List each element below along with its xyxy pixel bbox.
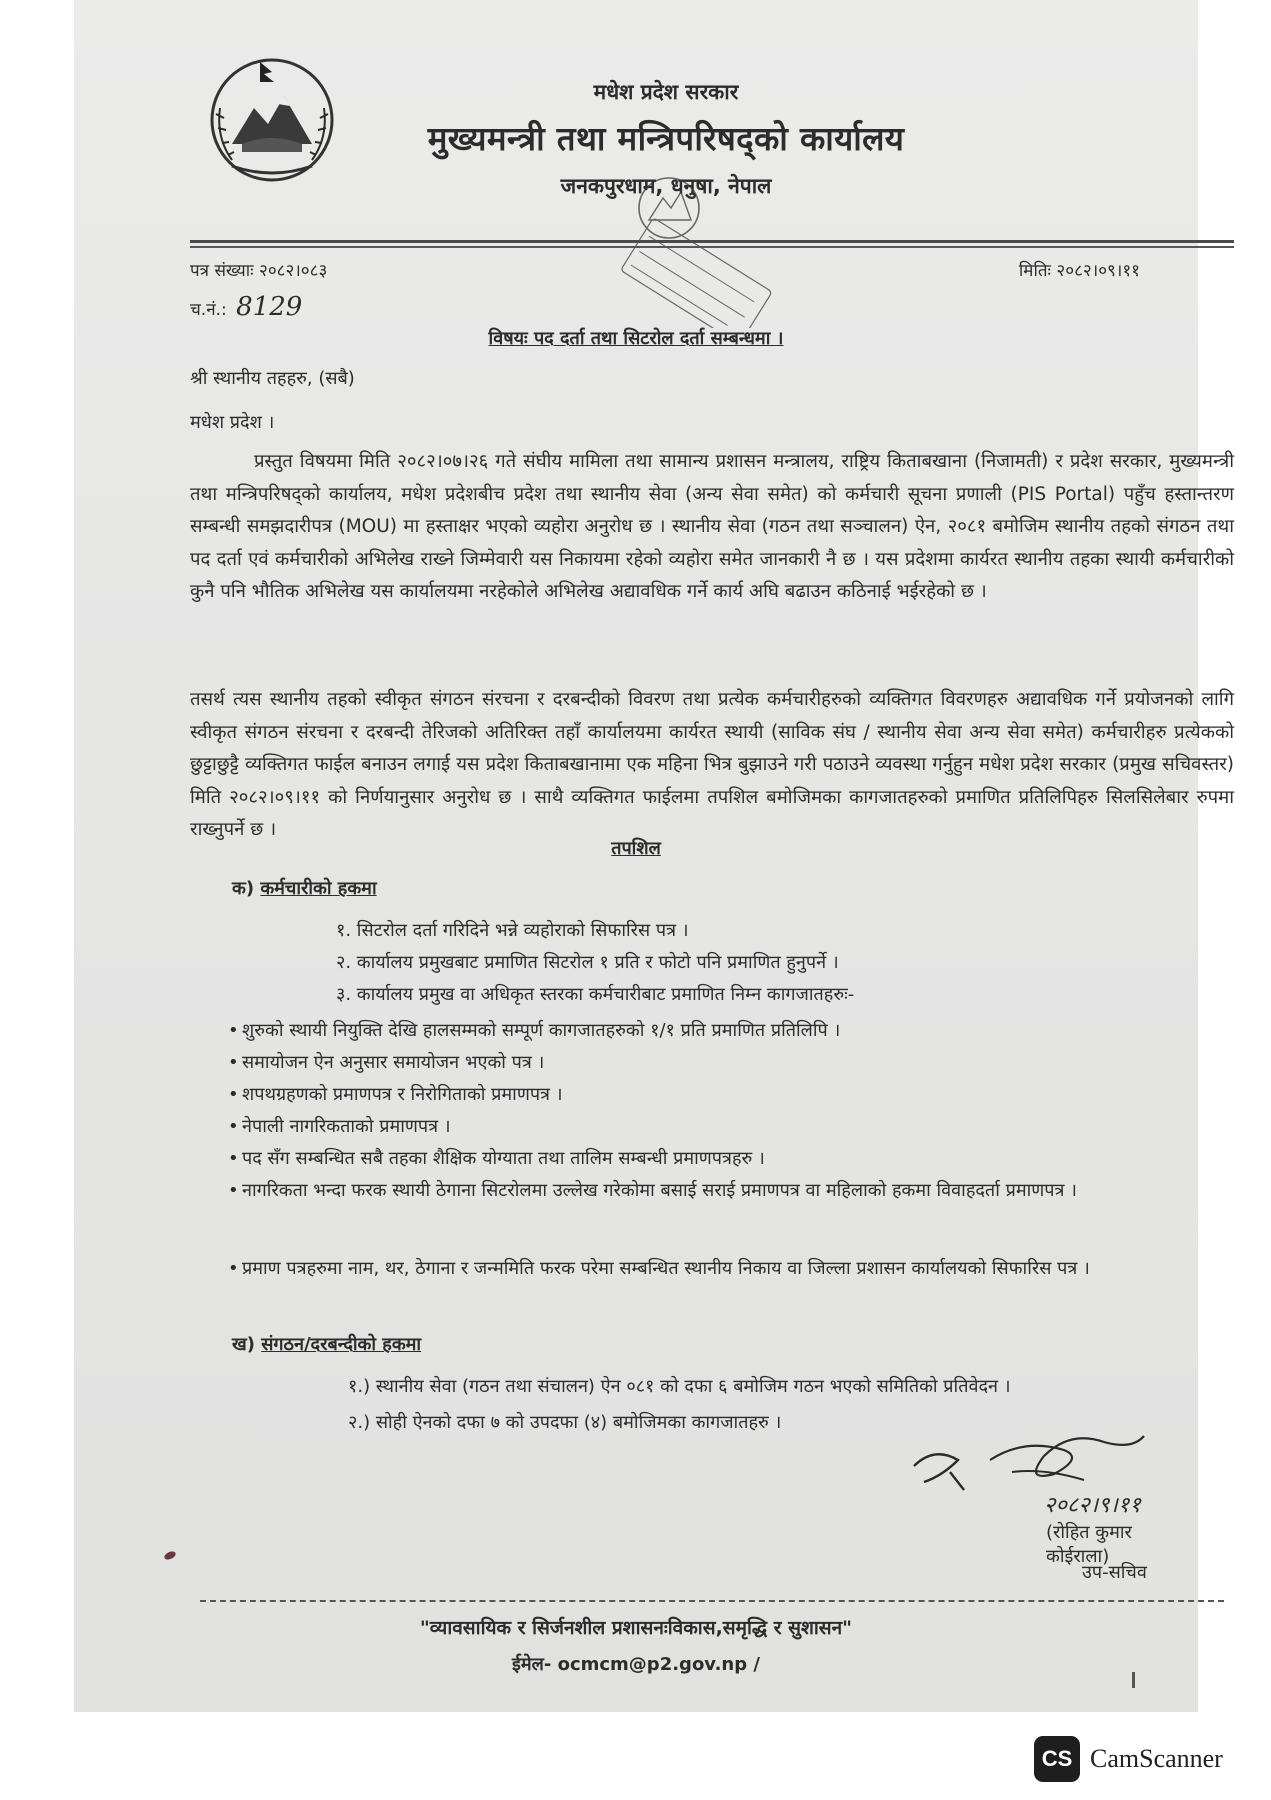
camscanner-logo-icon: CS bbox=[1034, 1736, 1080, 1782]
body-paragraph-2: तसर्थ त्यस स्थानीय तहको स्वीकृत संगठन संरचना र दरबन्दीको विवरण तथा प्रत्येक कर्मचारीहरुको व्यक्तिगत विवरणहरु अद्यावधिक गर्ने प्रयोजनको लागि स्वीकृत संगठन संरचना र दरबन्दी तेरिजको अतिरिक्त तहाँ कार्यालयमा कार्यरत स्थायी (साविक संघ / स्थानीय सेवा अन्य सेवा समेत) कर्मचारीहरु प्रत्येकको छुट्टाछुट्टै व्यक्तिगत फाईल बनाउन लगाई यस प्रदेश किताबखानामा एक महिना भित्र बुझाउने गरी पठाउने व्यवस्था गर्नुहुन मधेश प्रदेश सरकार (प्रमुख सचिवस्तर) मिति २०८२।०९।११ को निर्णयानुसार अनुरोध छ । साथै व्यक्तिगत फाईलमा तपशिल बमोजिमका कागजातहरुको प्रमाणित प्रतिलिपिहरु सिलसिलेबार रुपमा राख्नुपर्ने छ । bbox=[190, 689, 1234, 841]
section-a-item-2: २. कार्यालय प्रमुखबाट प्रमाणित सिटरोल १ प्रति र फोटो पनि प्रमाणित हुनुपर्ने । bbox=[336, 952, 839, 973]
letter-subject bbox=[74, 326, 1198, 350]
footer-email: ईमेल- ocmcm@p2.gov.np / bbox=[512, 1654, 760, 1675]
pen-mark bbox=[1132, 1672, 1135, 1688]
letter-reference bbox=[190, 258, 327, 281]
bullet-item: • शुरुको स्थायी नियुक्ति देखि हालसम्मको सम्पूर्ण कागजातहरुको १/१ प्रति प्रमाणित प्रतिलिपि । bbox=[228, 1020, 841, 1041]
section-a-title: कर्मचारीको हकमा bbox=[260, 878, 377, 899]
section-b-prefix: ख) bbox=[232, 1334, 255, 1355]
section-a-heading bbox=[232, 876, 377, 900]
section-a-prefix: क) bbox=[232, 878, 255, 899]
header-rule-thin bbox=[190, 246, 1234, 248]
bullet-item: • शपथग्रहणको प्रमाणपत्र र निरोगिताको प्रमाणपत्र । bbox=[228, 1084, 563, 1105]
office-seal-stamp bbox=[609, 168, 789, 328]
government-name: मधेश प्रदेश सरकार bbox=[593, 80, 739, 104]
dispatch-label: च.नं.: bbox=[190, 300, 227, 320]
bullet-text: नेपाली नागरिकताको प्रमाणपत्र । bbox=[242, 1116, 451, 1137]
bullet-text: समायोजन ऐन अनुसार समायोजन भएको पत्र । bbox=[242, 1052, 545, 1073]
date-value: २०८२।०९।११ bbox=[1056, 261, 1140, 281]
section-a-item-3: ३. कार्यालय प्रमुख वा अधिकृत स्तरका कर्मचारीबाट प्रमाणित निम्न कागजातहरुः- bbox=[336, 984, 855, 1005]
camscanner-label: CamScanner bbox=[1090, 1744, 1223, 1773]
bullet-text: प्रमाण पत्रहरुमा नाम, थर, ठेगाना र जन्ममिति फरक परेमा सम्बन्धित स्थानीय निकाय वा जिल्ला प्रशासन कार्यालयको सिफारिस पत्र । bbox=[242, 1258, 1090, 1279]
bullet-item: • समायोजन ऐन अनुसार समायोजन भएको पत्र । bbox=[228, 1052, 545, 1073]
signatory-name: (रोहित कुमार कोईराला) bbox=[1046, 1522, 1132, 1567]
ref-label: पत्र संख्याः bbox=[190, 261, 254, 281]
office-address: जनकपुरधाम, धनुषा, नेपाल bbox=[560, 174, 772, 198]
bullet-item: • पद सँग सम्बन्धित सबै तहका शैक्षिक योग्याता तथा तालिम सम्बन्धी प्रमाणपत्रहरु । bbox=[228, 1148, 765, 1169]
footer-divider bbox=[200, 1600, 1224, 1602]
bullet-text: पद सँग सम्बन्धित सबै तहका शैक्षिक योग्याता तथा तालिम सम्बन्धी प्रमाणपत्रहरु । bbox=[242, 1148, 765, 1169]
subject-text: विषयः पद दर्ता तथा सिटरोल दर्ता सम्बन्धमा । bbox=[488, 328, 784, 349]
bullet-item: • नेपाली नागरिकताको प्रमाणपत्र । bbox=[228, 1116, 451, 1137]
recipient-line-1: श्री स्थानीय तहहरु, (सबै) bbox=[190, 368, 355, 389]
section-b-heading bbox=[232, 1332, 421, 1356]
ref-value: २०८२।०८३ bbox=[258, 261, 328, 281]
recipient-line-2: मधेश प्रदेश । bbox=[190, 412, 275, 433]
section-b-item-2: २.) सोही ऐनको दफा ७ को उपदफा (४) बमोजिमका कागजातहरु । bbox=[348, 1412, 782, 1433]
section-b-title: संगठन/दरबन्दीको हकमा bbox=[261, 1334, 422, 1355]
bullet-item: • प्रमाण पत्रहरुमा नाम, थर, ठेगाना र जन्ममिति फरक परेमा सम्बन्धित स्थानीय निकाय वा जिल्ला प्रशासन कार्यालयको सिफारिस पत्र । bbox=[228, 1258, 1090, 1279]
body-paragraph-1: प्रस्तुत विषयमा मिति २०८२।०७।२६ गते संघीय मामिला तथा सामान्य प्रशासन मन्त्रालय, राष्ट्रिय किताबखाना (निजामती) र प्रदेश सरकार, मुख्यमन्त्री तथा मन्त्रिपरिषद्को कार्यालय, मधेश प्रदेशबीच प्रदेश तथा स्थानीय सेवा (अन्य सेवा समेत) को कर्मचारी सूचना प्रणाली (PIS Portal) पहुँच हस्तान्तरण सम्बन्धी समझदारीपत्र (MOU) मा हस्ताक्षर भएको व्यहोरा अनुरोध छ । स्थानीय सेवा (गठन तथा सञ्चालन) ऐन, २०८१ बमोजिम स्थानीय तहको संगठन तथा पद दर्ता एवं कर्मचारीको अभिलेख राख्ने जिम्मेवारी यस निकायमा रहेको व्यहोरा समेत जानकारी नै छ । यस प्रदेशमा कार्यरत स्थानीय तहका स्थायी कर्मचारीको कुनै पनि भौतिक अभिलेख यस कार्यालयमा नरहेकोले अभिलेख अद्यावधिक गर्ने कार्य अघि बढाउन कठिनाई भईरहेको छ । bbox=[190, 451, 1234, 603]
section-b-item-1: १.) स्थानीय सेवा (गठन तथा संचालन) ऐन ०८१ को दफा ६ बमोजिम गठन भएको समितिको प्रतिवेदन । bbox=[348, 1376, 1011, 1397]
dispatch-value: 8129 bbox=[236, 292, 303, 322]
ink-stain bbox=[163, 1550, 177, 1561]
signatory-title: उप-सचिव bbox=[1082, 1562, 1147, 1583]
details-heading: तपशिल bbox=[611, 838, 661, 859]
office-name: मुख्यमन्त्री तथा मन्त्रिपरिषद्को कार्यालय bbox=[427, 119, 905, 158]
letter-date bbox=[1019, 258, 1140, 281]
section-a-item-1: १. सिटरोल दर्ता गरिदिने भन्ने व्यहोराको सिफारिस पत्र । bbox=[336, 920, 689, 941]
handwritten-signature bbox=[894, 1420, 1214, 1530]
bullet-text: नागरिकता भन्दा फरक स्थायी ठेगाना सिटरोलमा उल्लेख गरेकोमा बसाई सराई प्रमाणपत्र वा महिलाको हकमा विवाहदर्ता प्रमाणपत्र । bbox=[242, 1180, 1077, 1201]
date-label: मितिः bbox=[1018, 261, 1051, 281]
dispatch-number bbox=[190, 292, 302, 322]
header-rule-thick bbox=[190, 240, 1234, 243]
bullet-item: • नागरिकता भन्दा फरक स्थायी ठेगाना सिटरोलमा उल्लेख गरेकोमा बसाई सराई प्रमाणपत्र वा महिलाको हकमा विवाहदर्ता प्रमाणपत्र । bbox=[228, 1180, 1077, 1201]
bullet-text: शुरुको स्थायी नियुक्ति देखि हालसम्मको सम्पूर्ण कागजातहरुको १/१ प्रति प्रमाणित प्रतिलिपि । bbox=[242, 1020, 841, 1041]
signature-date: २०८२।९।११ bbox=[1044, 1493, 1141, 1518]
letter-page bbox=[74, 0, 1234, 1712]
bullet-text: शपथग्रहणको प्रमाणपत्र र निरोगिताको प्रमाणपत्र । bbox=[242, 1084, 563, 1105]
footer-motto: "व्यावसायिक र सिर्जनशील प्रशासनःविकास,समृद्धि र सुशासन" bbox=[419, 1617, 853, 1639]
